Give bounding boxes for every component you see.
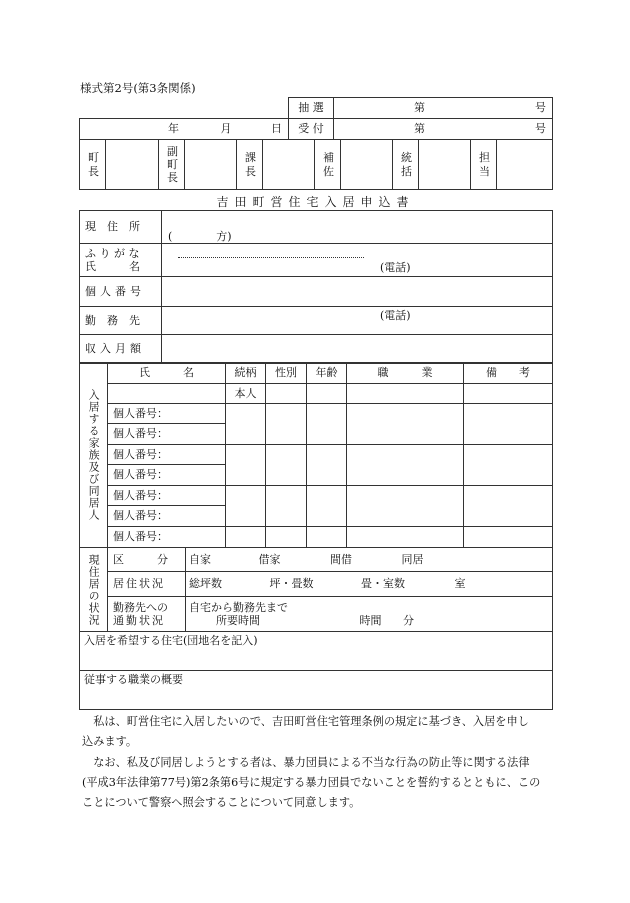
- commute-label: 勤務先への 通勤状況: [108, 597, 186, 632]
- member-mynumber-field[interactable]: [108, 424, 226, 445]
- mynumber-label: 個人番号: [80, 277, 162, 307]
- kubun-room[interactable]: 間借: [330, 552, 352, 566]
- member-sex-field[interactable]: [266, 486, 307, 527]
- work-tel-label: (電話): [380, 309, 411, 322]
- member-relation-field[interactable]: [226, 445, 266, 486]
- furigana-label: ふ り が な: [85, 246, 140, 260]
- member-relation-field[interactable]: [226, 404, 266, 445]
- family-table: [79, 362, 553, 548]
- fukucho-stamp[interactable]: [185, 140, 237, 190]
- name-label: 氏 名: [85, 260, 140, 273]
- tanto-stamp[interactable]: [497, 140, 553, 190]
- commute-hours: 時間: [359, 614, 382, 627]
- income-label: 収入月額: [80, 335, 162, 364]
- applicant-table: [79, 210, 553, 364]
- living-label: 居住状況: [108, 572, 186, 597]
- fukucho-label: 副 町 長: [159, 140, 185, 190]
- commute-minutes: 分: [403, 614, 414, 627]
- member-age-field[interactable]: [307, 445, 347, 486]
- mynumber-row-label: 個人番号：: [113, 427, 168, 441]
- request-table: [79, 631, 553, 710]
- current-side-label: 現住居の状況: [80, 548, 108, 632]
- reception-table: [79, 97, 553, 140]
- member-remarks-field[interactable]: [464, 404, 553, 445]
- mynumber-row-label: 個人番号：: [113, 509, 168, 523]
- family-header-age: 年齢: [307, 363, 347, 384]
- hosa-stamp[interactable]: [341, 140, 393, 190]
- hosa-label: 補 佐: [315, 140, 341, 190]
- member-job-field[interactable]: [347, 486, 464, 527]
- address-field[interactable]: [162, 211, 553, 244]
- year-label: 年: [168, 122, 179, 136]
- tokatsu-label: 統 括: [393, 140, 419, 190]
- member-sex-field[interactable]: [266, 445, 307, 486]
- occupation-summary-label: 従事する職業の概要: [84, 673, 183, 686]
- living-tsubo: 総坪数: [189, 577, 222, 591]
- month-label: 月: [220, 122, 232, 136]
- furigana-dotted-line: [178, 257, 364, 258]
- kubun-rent[interactable]: 借家: [258, 552, 281, 566]
- receipt-number-field[interactable]: [334, 119, 553, 140]
- name-label-cell: [80, 244, 162, 277]
- kubun-label: 区 分: [108, 548, 186, 572]
- receipt-date-field[interactable]: [80, 119, 289, 140]
- kubun-field[interactable]: [186, 548, 553, 572]
- housing-request-label: 入居を希望する住宅(団地名を記入): [84, 634, 258, 647]
- self-job-field[interactable]: [347, 384, 464, 404]
- commute-line2: [186, 614, 552, 627]
- living-rooms: 畳・室数: [361, 577, 405, 591]
- member-relation-field[interactable]: [226, 486, 266, 527]
- work-label: 勤 務 先: [80, 307, 162, 335]
- current-residence-table: [79, 547, 553, 632]
- living-room-unit: 室: [454, 577, 466, 591]
- member-age-field[interactable]: [307, 404, 347, 445]
- mynumber-row-label: 個人番号：: [113, 468, 168, 482]
- commute-field[interactable]: [186, 597, 553, 632]
- member-mynumber-field[interactable]: [108, 465, 226, 486]
- housing-request-field[interactable]: [80, 632, 553, 671]
- day-label: 日: [271, 122, 282, 136]
- blank-cell: [80, 98, 289, 119]
- family-header-job: 職 業: [347, 363, 464, 384]
- member-job-field[interactable]: [347, 404, 464, 445]
- work-field[interactable]: [162, 307, 553, 335]
- member-mynumber-field[interactable]: [108, 506, 226, 527]
- kubun-cohabit[interactable]: 同居: [401, 552, 424, 566]
- lottery-label: 抽 選: [289, 98, 334, 119]
- self-age-field[interactable]: [307, 384, 347, 404]
- mynumber-field[interactable]: [162, 277, 553, 307]
- member-job-field[interactable]: [347, 527, 464, 548]
- lottery-mid: 第: [414, 101, 425, 115]
- family-side-label: 入居する家族及び同居人: [80, 363, 108, 548]
- lottery-number-field[interactable]: [334, 98, 553, 119]
- member-relation-field[interactable]: [226, 527, 266, 548]
- self-remarks-field[interactable]: [464, 384, 553, 404]
- family-header-relation: 続柄: [226, 363, 266, 384]
- living-tatami: 坪・畳数: [269, 577, 314, 591]
- member-sex-field[interactable]: [266, 527, 307, 548]
- tanto-label: 担 当: [471, 140, 497, 190]
- name-field[interactable]: [162, 244, 553, 277]
- declaration-application: 私は、町営住宅に入居したいので、吉田町営住宅管理条例の規定に基づき、入居を申し 込みます。: [82, 715, 529, 748]
- member-remarks-field[interactable]: [464, 445, 553, 486]
- living-field[interactable]: [186, 572, 553, 597]
- member-mynumber-field[interactable]: [108, 486, 226, 506]
- self-name-field[interactable]: [108, 384, 226, 404]
- cho-label: 町 長: [80, 140, 106, 190]
- commute-line1: 自宅から勤務先まで: [189, 600, 288, 614]
- kacho-label: 課 長: [237, 140, 263, 190]
- family-header-remarks: 備 考: [464, 363, 553, 384]
- family-header-sex: 性別: [266, 363, 307, 384]
- member-sex-field[interactable]: [266, 404, 307, 445]
- kacho-stamp[interactable]: [263, 140, 315, 190]
- occupation-summary-field[interactable]: [80, 671, 553, 710]
- member-mynumber-field[interactable]: [108, 527, 226, 548]
- mynumber-row-label: 個人番号：: [113, 406, 168, 420]
- self-mynumber-field[interactable]: [108, 404, 226, 424]
- income-field[interactable]: [162, 335, 553, 364]
- cho-stamp[interactable]: [106, 140, 159, 190]
- receipt-label: 受 付: [289, 119, 334, 140]
- member-mynumber-field[interactable]: [108, 445, 226, 465]
- family-header-name: 氏 名: [108, 363, 226, 384]
- mynumber-row-label: 個人番号：: [113, 447, 168, 461]
- declaration-gang-pledge: なお、私及び同居しようとする者は、暴力団員による不当な行為の防止等に関する法律 (平成3年法律第77号)第2条第6号に規定する暴力団員でないことを誓約するとともに、この ことについて警察へ照会することについて同意します。: [82, 756, 541, 809]
- self-relation: 本人: [226, 384, 266, 404]
- receipt-end: 号: [535, 122, 546, 136]
- kubun-own[interactable]: 自家: [189, 552, 211, 566]
- mynumber-row-label: 個人番号：: [113, 530, 168, 544]
- member-job-field[interactable]: [347, 445, 464, 486]
- form-title: 吉田町営住宅入居申込書: [216, 195, 415, 209]
- member-remarks-field[interactable]: [464, 527, 553, 548]
- form-number: 様式第2号(第3条関係): [80, 81, 196, 95]
- approval-table: [79, 139, 553, 190]
- commute-required: 所要時間: [216, 614, 260, 627]
- name-tel-label: (電話): [380, 261, 411, 274]
- member-remarks-field[interactable]: [464, 486, 553, 527]
- receipt-mid: 第: [414, 122, 425, 136]
- lottery-end: 号: [535, 101, 546, 115]
- address-label: 現 住 所: [80, 211, 162, 244]
- tokatsu-stamp[interactable]: [419, 140, 471, 190]
- member-age-field[interactable]: [307, 527, 347, 548]
- member-age-field[interactable]: [307, 486, 347, 527]
- self-sex-field[interactable]: [266, 384, 307, 404]
- mynumber-row-label: 個人番号：: [113, 488, 168, 502]
- address-care-of: ( 方): [168, 229, 232, 243]
